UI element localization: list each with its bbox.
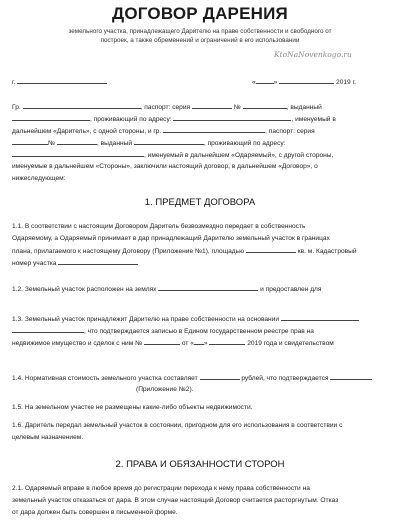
registry-month-blank [209, 337, 245, 345]
basis-doc-blank [12, 325, 84, 333]
price-doc-blank [330, 372, 372, 380]
clause-1-6-line-2: целевым назначением. [12, 434, 84, 441]
preamble-line-5 [12, 149, 390, 161]
recipient-passport-label: , паспорт: серия [265, 128, 315, 135]
issued-label: , выданный [286, 104, 322, 111]
donor-name-blank [23, 101, 141, 109]
passport-no-label: № [233, 104, 241, 111]
preamble-line-7: нижеследующем: [12, 175, 66, 182]
ownership-basis-label: 1.3. Земельный участок принадлежит Дарителю на праве собственности на основании [12, 316, 280, 323]
area-blank [246, 245, 296, 253]
clause-1-1-line-4 [12, 257, 390, 269]
clause-1-3-line-2 [12, 325, 390, 337]
passport-series-label: , паспорт: серия [140, 104, 191, 111]
registry-date-label: от « [181, 340, 194, 347]
recipient-address-blank [12, 149, 144, 157]
preamble-line-1 [12, 101, 390, 113]
recipient-no-label: № [48, 140, 56, 147]
month-blank [279, 76, 334, 84]
address-label: , проживающий по адресу: [90, 116, 172, 123]
area-label: плана, прилагаемого к настоящему Договору (Приложение №1), площадью [12, 248, 245, 255]
registry-no-label: недвижимое имущество и сделок с ним № [12, 340, 143, 347]
donor-role-text: дальнейшем «Даритель», с одной стороны, и гр. [12, 128, 162, 135]
price-confirm-label: рублей, что подтверждается [241, 375, 329, 382]
subtitle-line-2: построек, а также обременений и ограничений в его использовании [100, 37, 300, 44]
donor-number-blank [243, 101, 287, 109]
section-1-heading: 1. ПРЕДМЕТ ДОГОВОРА [144, 197, 256, 208]
preamble-line-6: именуемые в дальнейшем «Стороны», заключили настоящий договор, в дальнейшем «Договор», о [12, 163, 318, 170]
recipient-issued-label: , выданный [96, 140, 133, 147]
land-use-label: и предоставлен для [260, 286, 322, 293]
clause-1-1-line-3 [12, 245, 390, 257]
section-2-heading: 2. ПРАВА И ОБЯЗАННОСТИ СТОРОН [115, 459, 285, 470]
date-open-quote: « [252, 79, 256, 86]
date-line [252, 76, 356, 86]
subtitle-line-1: земельного участка, принадлежащего Дарителю на праве собственности и свободного от [68, 28, 332, 35]
clause-1-2 [12, 283, 390, 295]
city-prefix: г. [12, 79, 16, 86]
day-blank [256, 76, 274, 84]
registry-text: , что подтверждается записью в Едином государственном реестре прав на [84, 328, 314, 335]
recipient-address-label: , проживающий по адресу: [203, 140, 286, 147]
preamble-line-4 [12, 137, 390, 149]
recipient-issued-blank [134, 137, 204, 145]
price-label: 1.4. Нормативная стоимость земельного участка составляет [12, 375, 198, 382]
plot-number-label: номер участка [12, 260, 57, 267]
certificate-label: 2019 года и свидетельством [247, 340, 334, 347]
clause-1-1-line-2: Одаряемому, а Одаряемый принимает в дар принадлежащий Дарителю земельный участок в границах [12, 235, 330, 242]
clause-1-4-line-2 [12, 384, 390, 395]
city-blank [17, 76, 107, 84]
land-category-label: 1.2. Земельный участок расположен на землях [12, 286, 157, 293]
land-category-blank [158, 283, 258, 291]
appendix-2-ref: (Приложение №2). [136, 386, 194, 393]
ownership-basis-blank [281, 313, 359, 321]
gr-label: Гр. [12, 104, 21, 111]
clause-2-1-line-1: 2.1. Одаряемый вправе в любое время до регистрации перехода к нему права собственности на [12, 485, 310, 492]
donor-address-blank [173, 113, 291, 121]
preamble-line-2 [12, 113, 390, 125]
registry-date-close-quote: » [203, 340, 208, 347]
clause-2-1-line-3: от дара должен быть совершен в письменной форме. [12, 509, 178, 516]
preamble-line-3 [12, 125, 390, 137]
registry-no-blank [144, 337, 180, 345]
registry-day-blank [194, 337, 204, 345]
clause-1-4-line-1 [12, 372, 390, 384]
donor-series-blank [192, 101, 232, 109]
cadastral-label: кв. м. Кадастровый [297, 248, 357, 255]
document-subtitle [30, 27, 370, 45]
clause-1-1-line-1: 1.1. В соответствии с настоящим Договором Даритель безвозмездно передает в собственность [12, 223, 306, 230]
recipient-number-blank [57, 137, 97, 145]
watermark: KtoNaNovenkogo.ru [274, 50, 352, 59]
document-title: ДОГОВОР ДАРЕНИЯ [112, 4, 288, 23]
recipient-role-text: , именуемый в дальнейшем «Одаряемый», с другой стороны, [144, 152, 334, 159]
clause-1-5: 1.5. На земельном участке не размещены какие-либо объекты недвижимости. [12, 404, 253, 411]
recipient-name-blank [163, 125, 265, 133]
clause-1-3-line-3 [12, 337, 390, 349]
date-close-quote: » [273, 79, 278, 86]
clause-1-6-line-1: 1.6. Даритель передал земельный участок в состоянии, пригодном для его использования в соответствии с [12, 422, 343, 429]
named-label: , именуемый в [291, 116, 336, 123]
price-blank [200, 372, 240, 380]
date-year: 2019 г. [336, 79, 356, 86]
donor-issued-blank [12, 113, 90, 121]
clause-1-3-line-1 [12, 313, 390, 325]
recipient-series-blank [12, 137, 48, 145]
clause-2-1-line-2: земельный участок отказаться от дара. В этом случае настоящий Договор считается расторгнутым. Отказ [12, 497, 339, 504]
plot-number-blank [58, 257, 138, 265]
